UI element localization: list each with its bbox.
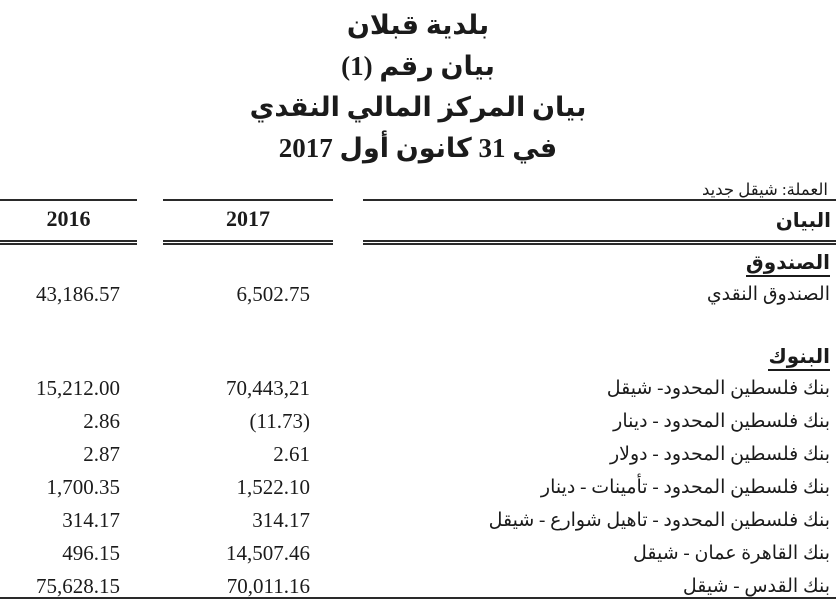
section-heading-fund	[0, 248, 836, 278]
table-row	[0, 537, 836, 570]
table-row	[0, 471, 836, 504]
value-2016: 314.17	[62, 508, 120, 532]
document-header	[0, 5, 836, 169]
value-2017: 6,502.75	[236, 282, 310, 306]
value-2017: 1,522.10	[236, 475, 310, 499]
table-header-row	[0, 199, 836, 245]
statement-date: في 31 كانون أول 2017	[278, 133, 558, 163]
value-2017: 14,507.46	[226, 541, 310, 565]
statement-title: بيان المركز المالي النقدي	[249, 92, 587, 122]
value-2016: 2.86	[83, 409, 120, 433]
row-label: الصندوق النقدي	[706, 284, 830, 305]
table-row	[0, 504, 836, 537]
column-header-2016: 2016	[0, 199, 137, 245]
value-2016: 2.87	[83, 442, 120, 466]
statement-number: بيان رقم (1)	[341, 51, 495, 81]
value-2016: 43,186.57	[36, 282, 120, 306]
bottom-rule	[0, 597, 836, 599]
row-label: بنك فلسطين المحدود - دولار	[609, 444, 830, 465]
table-row	[0, 438, 836, 471]
table-row	[0, 405, 836, 438]
table-row	[0, 278, 836, 311]
table-row	[0, 372, 836, 405]
value-2017: 70,011.16	[226, 574, 310, 598]
value-2016: 75,628.15	[36, 574, 120, 598]
value-2017: 314.17	[252, 508, 310, 532]
column-header-statement: البيان	[363, 199, 836, 245]
section-heading-banks-label: البنوك	[768, 346, 830, 371]
row-label: بنك فلسطين المحدود - تأمينات - دينار	[540, 477, 830, 498]
row-label: بنك فلسطين المحدود - دينار	[613, 411, 830, 432]
value-2017: (11.73)	[249, 409, 310, 433]
row-label: بنك فلسطين المحدود - تاهيل شوارع - شيقل	[488, 510, 830, 531]
municipality-name: بلدية قبلان	[346, 10, 490, 40]
value-2016: 496.15	[62, 541, 120, 565]
column-header-2017: 2017	[163, 199, 333, 245]
value-2017: 70,443,21	[226, 376, 310, 400]
section-heading-banks	[0, 342, 836, 372]
value-2017: 2.61	[273, 442, 310, 466]
section-heading-fund-label: الصندوق	[746, 252, 830, 277]
value-2016: 1,700.35	[46, 475, 120, 499]
table-body	[0, 246, 836, 603]
currency-note: العملة: شيقل جديد	[701, 180, 828, 199]
row-label: بنك فلسطين المحدود- شيقل	[606, 378, 830, 399]
row-label: بنك القاهرة عمان - شيقل	[632, 543, 830, 564]
value-2016: 15,212.00	[36, 376, 120, 400]
row-label: بنك القدس - شيقل	[682, 576, 830, 597]
